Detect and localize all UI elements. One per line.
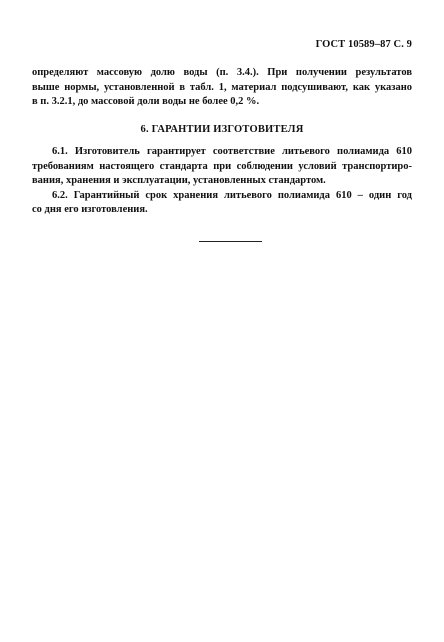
clause-6-1-line: 6.1. Изготовитель гарантирует соответствие литьевого полиамида 610	[52, 146, 412, 157]
end-divider	[199, 241, 262, 242]
section-body	[32, 145, 412, 218]
clause-6-2-line: со дня его изготовления.	[32, 204, 148, 215]
intro-line: выше нормы, установленной в табл. 1, материал подсушивают, как указано	[32, 81, 412, 93]
intro-paragraph	[32, 66, 412, 110]
clause-6-1-line: вания, хранения и эксплуатации, установленных стандартом.	[32, 175, 326, 186]
intro-line: определяют массовую долю воды (п. 3.4.). При получении результатов	[32, 67, 412, 78]
clause-6-1-line: требованиям настоящего стандарта при соблюдении условий транспортиро-	[32, 160, 412, 172]
page-header: ГОСТ 10589–87 С. 9	[315, 39, 412, 50]
clause-6-2-line: 6.2. Гарантийный срок хранения литьевого полиамида 610 – один год	[52, 189, 412, 201]
section-title: 6. ГАРАНТИИ ИЗГОТОВИТЕЛЯ	[140, 124, 304, 135]
intro-line: в п. 3.2.1, до массовой доли воды не более 0,2 %.	[32, 96, 260, 107]
